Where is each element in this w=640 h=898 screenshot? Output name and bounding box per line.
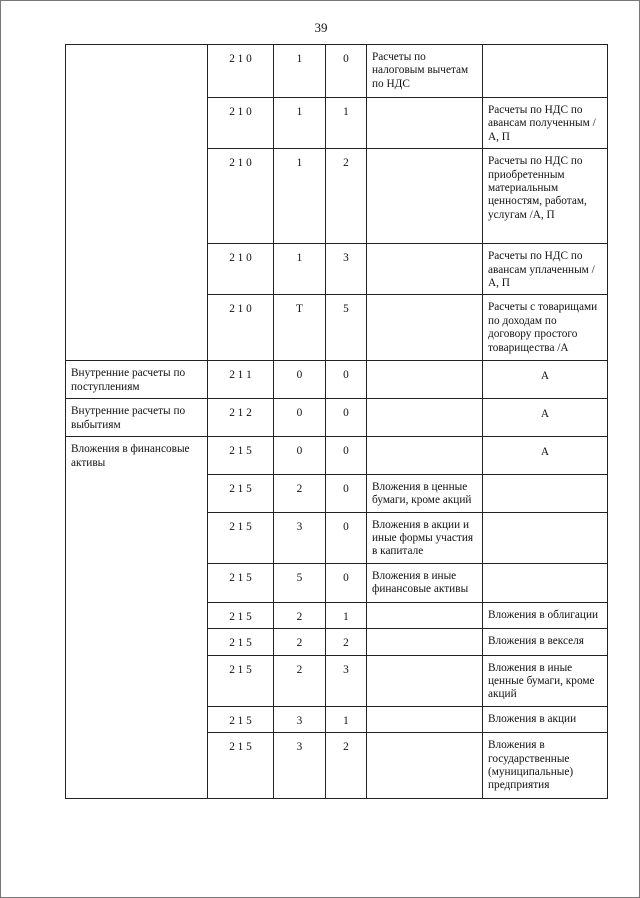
mid-text — [367, 244, 483, 295]
account-code: 2 1 5 — [208, 602, 274, 628]
code-b: 0 — [326, 563, 367, 602]
code-a: 2 — [274, 474, 326, 512]
mid-text — [367, 437, 483, 474]
account-code: 2 1 5 — [208, 563, 274, 602]
mid-text — [367, 361, 483, 399]
code-b: 3 — [326, 655, 367, 706]
code-b: 2 — [326, 733, 367, 799]
account-code: 2 1 0 — [208, 45, 274, 98]
table-row — [66, 295, 608, 361]
code-a: 1 — [274, 244, 326, 295]
account-code: 2 1 2 — [208, 399, 274, 437]
right-text: Расчеты по НДС по приобретенным материальным ценностям, работам, услугам /А, П — [483, 149, 608, 244]
account-code: 2 1 5 — [208, 706, 274, 732]
table-row — [66, 563, 608, 602]
code-a: 2 — [274, 602, 326, 628]
row-name-cell — [66, 706, 208, 732]
row-name-cell — [66, 244, 208, 295]
code-b: 0 — [326, 45, 367, 98]
code-a: 2 — [274, 655, 326, 706]
account-code: 2 1 5 — [208, 629, 274, 655]
code-b: 1 — [326, 98, 367, 149]
code-b: 5 — [326, 295, 367, 361]
code-a: 0 — [274, 361, 326, 399]
accounts-table — [65, 44, 608, 799]
row-name-cell — [66, 295, 208, 361]
row-name-cell — [66, 149, 208, 244]
right-text: Расчеты по НДС по авансам полученным /А, П — [483, 98, 608, 149]
code-b: 0 — [326, 399, 367, 437]
right-text: Вложения в государственные (муниципальные) предприятия — [483, 733, 608, 799]
table-row — [66, 512, 608, 563]
table-row — [66, 361, 608, 399]
mid-text: Вложения в акции и иные формы участия в капитале — [367, 512, 483, 563]
code-a: Т — [274, 295, 326, 361]
code-a: 1 — [274, 45, 326, 98]
page-number: 39 — [314, 20, 328, 35]
mid-text — [367, 655, 483, 706]
code-a: 2 — [274, 629, 326, 655]
code-a: 3 — [274, 733, 326, 799]
account-code: 2 1 0 — [208, 149, 274, 244]
code-b: 1 — [326, 602, 367, 628]
row-name: Внутренние расчеты по поступлениям — [66, 361, 208, 399]
table-row — [66, 98, 608, 149]
code-b: 0 — [326, 437, 367, 474]
row-name-cell — [66, 602, 208, 628]
table-row — [66, 149, 608, 244]
mid-text — [367, 149, 483, 244]
code-b: 3 — [326, 244, 367, 295]
table-row — [66, 733, 608, 799]
row-name-cell — [66, 474, 208, 512]
row-name-cell — [66, 45, 208, 98]
code-b: 0 — [326, 474, 367, 512]
account-code: 2 1 5 — [208, 733, 274, 799]
right-text: Вложения в облигации — [483, 602, 608, 628]
mid-text: Расчеты по налоговым вычетам по НДС — [367, 45, 483, 98]
table-row — [66, 45, 608, 98]
table-row — [66, 474, 608, 512]
right-text: А — [483, 399, 608, 437]
account-code: 2 1 5 — [208, 474, 274, 512]
account-code: 2 1 0 — [208, 98, 274, 149]
mid-text: Вложения в ценные бумаги, кроме акций — [367, 474, 483, 512]
code-a: 1 — [274, 149, 326, 244]
mid-text — [367, 295, 483, 361]
row-name-cell — [66, 512, 208, 563]
right-text — [483, 45, 608, 98]
code-b: 0 — [326, 361, 367, 399]
right-text: Вложения в акции — [483, 706, 608, 732]
row-name-cell — [66, 629, 208, 655]
code-a: 1 — [274, 98, 326, 149]
code-a: 0 — [274, 437, 326, 474]
table-row — [66, 655, 608, 706]
right-text: Вложения в векселя — [483, 629, 608, 655]
table-row — [66, 399, 608, 437]
code-a: 3 — [274, 512, 326, 563]
table-row — [66, 706, 608, 732]
row-name: Вложения в финансовые активы — [66, 437, 208, 474]
row-name-cell — [66, 733, 208, 799]
mid-text — [367, 733, 483, 799]
account-code: 2 1 5 — [208, 512, 274, 563]
right-text: А — [483, 361, 608, 399]
right-text: Вложения в иные ценные бумаги, кроме акций — [483, 655, 608, 706]
table-row — [66, 602, 608, 628]
account-code: 2 1 0 — [208, 295, 274, 361]
table-row — [66, 629, 608, 655]
table-row — [66, 244, 608, 295]
mid-text — [367, 706, 483, 732]
code-b: 0 — [326, 512, 367, 563]
row-name-cell — [66, 563, 208, 602]
mid-text — [367, 399, 483, 437]
mid-text — [367, 602, 483, 628]
mid-text: Вложения в иные финансовые активы — [367, 563, 483, 602]
code-b: 2 — [326, 629, 367, 655]
row-name-cell — [66, 655, 208, 706]
code-a: 5 — [274, 563, 326, 602]
code-a: 0 — [274, 399, 326, 437]
account-code: 2 1 5 — [208, 437, 274, 474]
code-a: 3 — [274, 706, 326, 732]
table-row — [66, 437, 608, 474]
right-text: Расчеты по НДС по авансам уплаченным /А, П — [483, 244, 608, 295]
mid-text — [367, 629, 483, 655]
right-text — [483, 512, 608, 563]
account-code: 2 1 1 — [208, 361, 274, 399]
row-name: Внутренние расчеты по выбытиям — [66, 399, 208, 437]
mid-text — [367, 98, 483, 149]
code-b: 1 — [326, 706, 367, 732]
right-text — [483, 474, 608, 512]
account-code: 2 1 5 — [208, 655, 274, 706]
right-text: Расчеты с товарищами по доходам по договору простого товарищества /А — [483, 295, 608, 361]
right-text — [483, 563, 608, 602]
row-name-cell — [66, 98, 208, 149]
account-code: 2 1 0 — [208, 244, 274, 295]
right-text: А — [483, 437, 608, 474]
code-b: 2 — [326, 149, 367, 244]
